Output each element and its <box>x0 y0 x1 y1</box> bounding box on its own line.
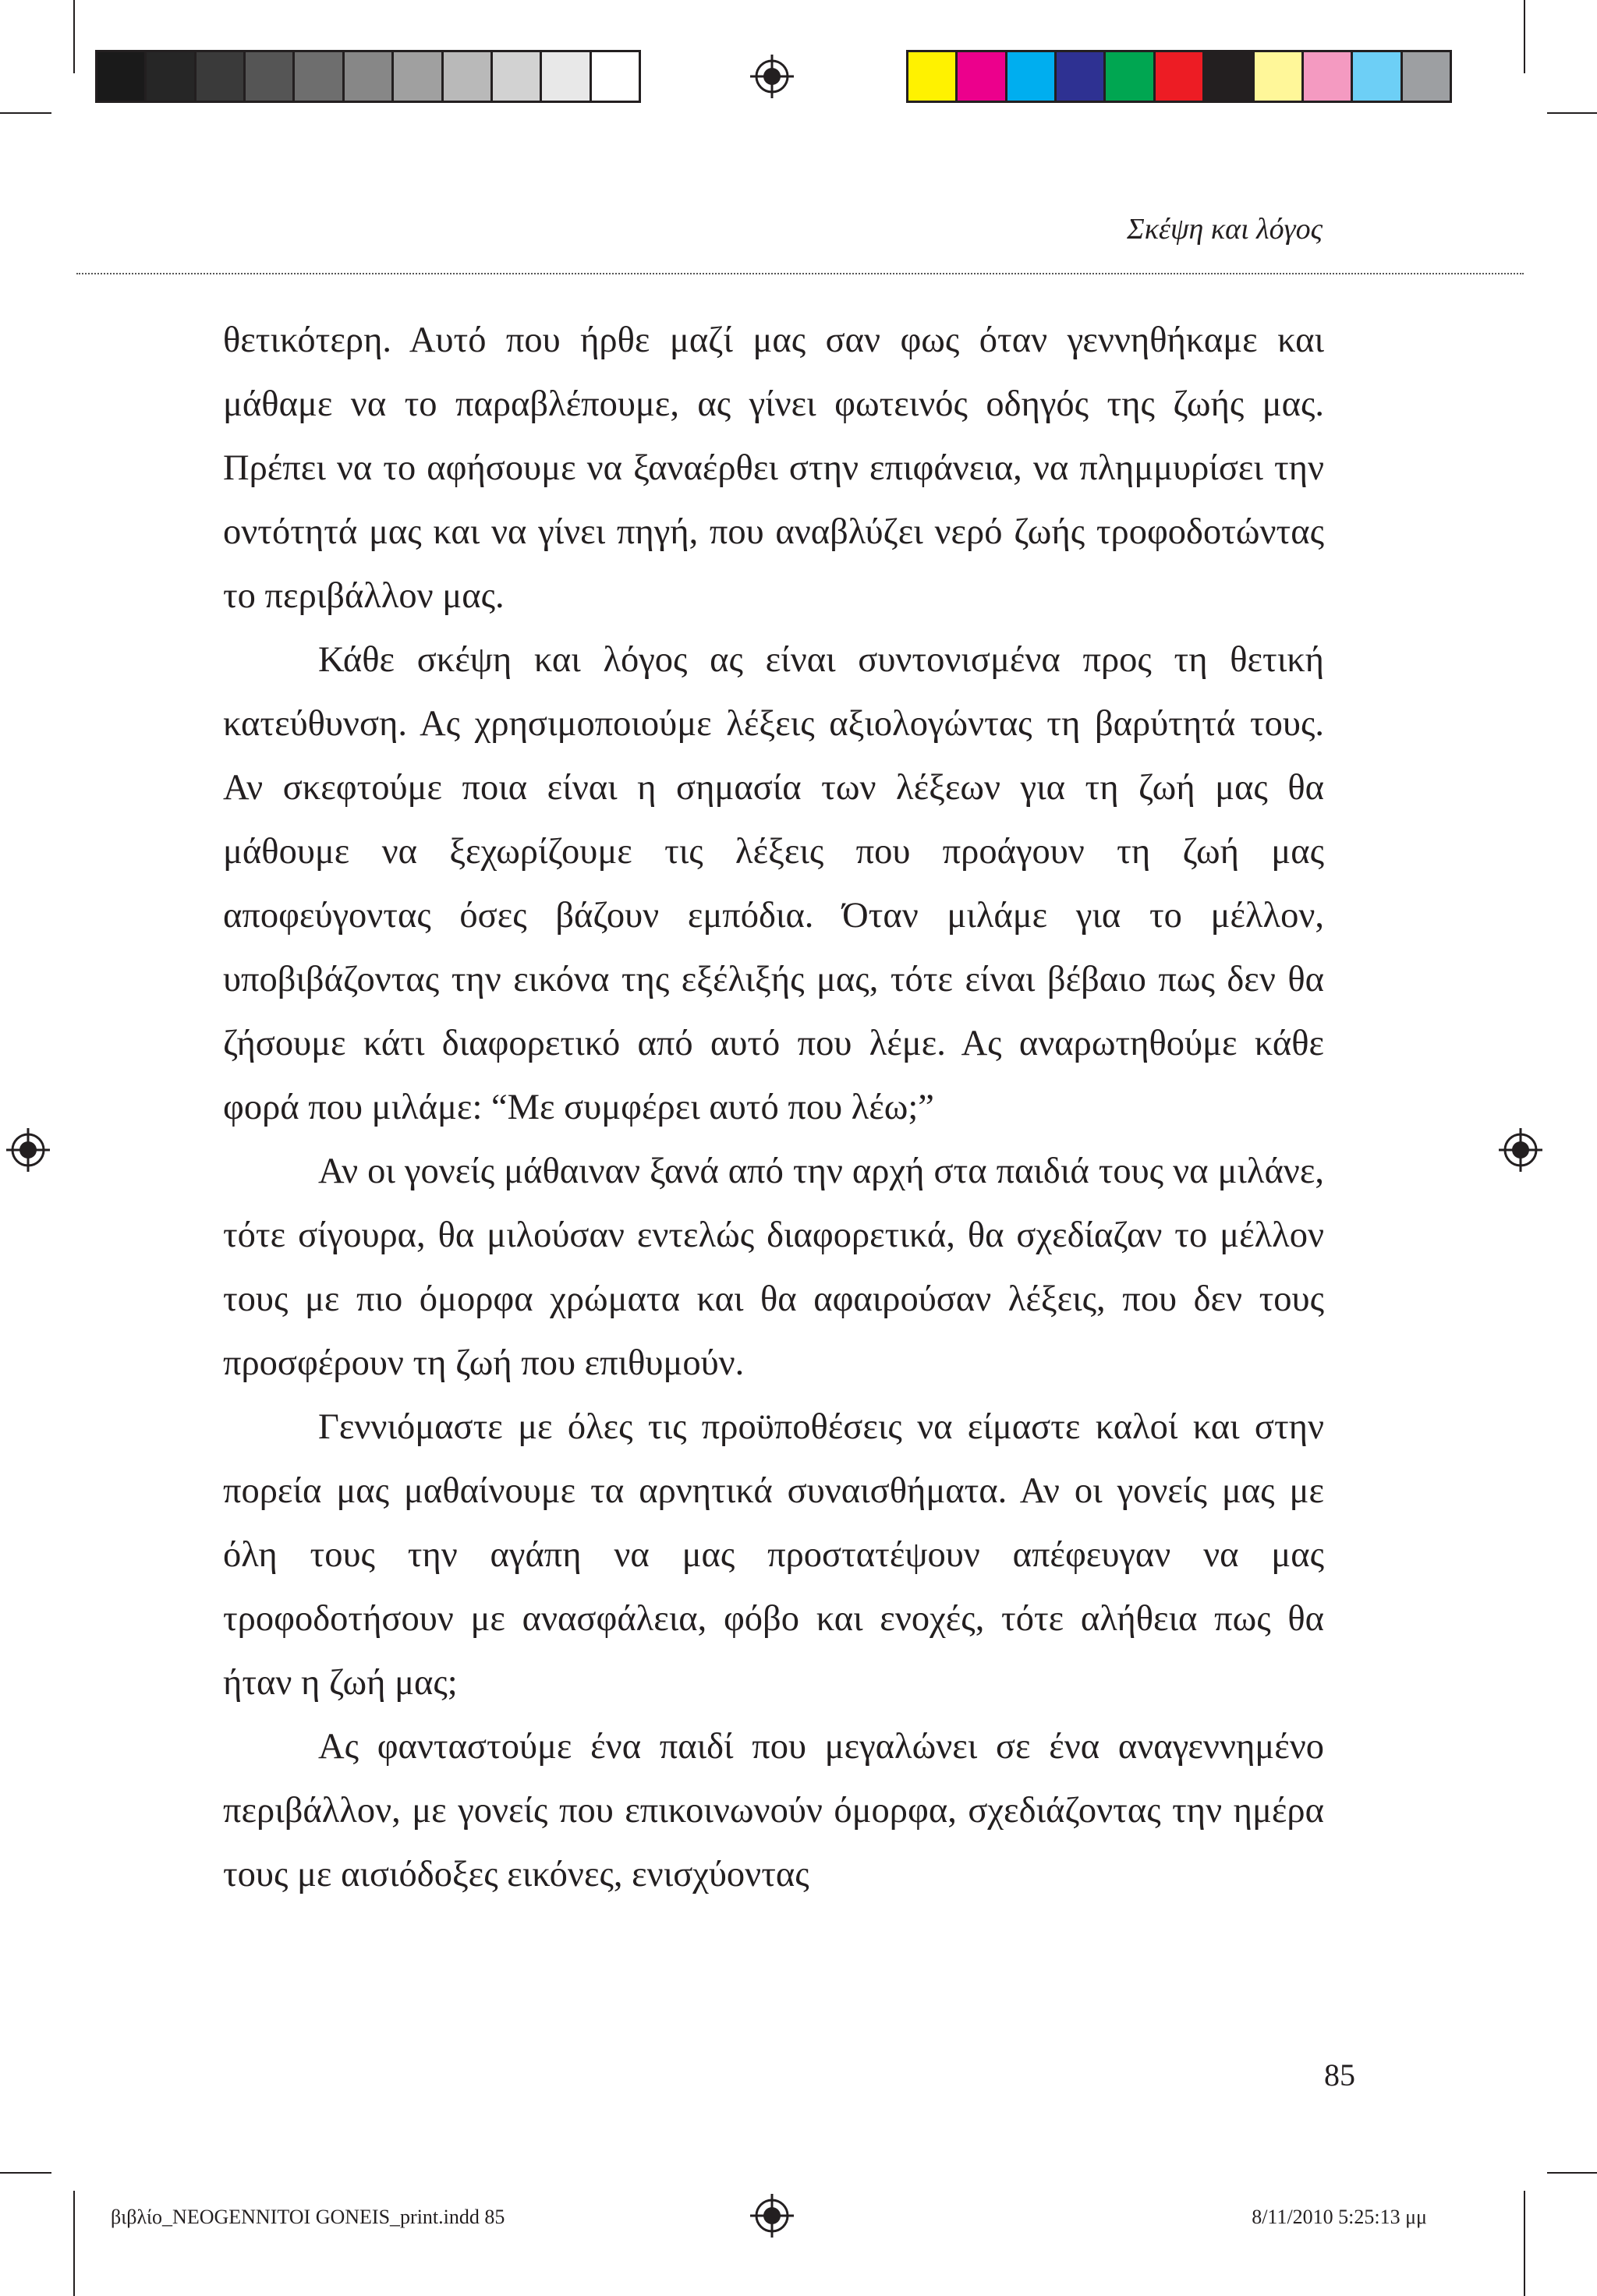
color-swatch <box>394 52 443 101</box>
color-swatch <box>1106 52 1155 101</box>
color-swatch <box>197 52 246 101</box>
crop-mark-bottom-right-v <box>1524 2191 1525 2296</box>
slug-filename: βιβλίο_NEOGENNITOI GONEIS_print.indd 85 <box>111 2206 505 2228</box>
color-swatch <box>592 52 639 101</box>
color-swatch <box>246 52 295 101</box>
crop-mark-top-right-h <box>1547 112 1597 114</box>
crop-mark-top-right-v <box>1524 0 1525 73</box>
paragraph: Ας φανταστούμε ένα παιδί που μεγαλώνει σε ένα αναγεννημένο περιβάλλον, με γονείς που επικοινωνούν όμορφα, σχεδιάζοντας την ημέρα τους με αισιόδοξες εικόνες, ενισχύοντας <box>223 1727 1324 1894</box>
color-swatch <box>295 52 344 101</box>
crop-mark-bottom-left-h <box>0 2172 51 2174</box>
color-swatch <box>1205 52 1254 101</box>
color-swatch <box>1156 52 1205 101</box>
color-swatch <box>345 52 394 101</box>
slug-timestamp: 8/11/2010 5:25:13 μμ <box>1252 2206 1427 2228</box>
paragraph: Γεννιόμαστε με όλες τις προϋποθέσεις να είμαστε καλοί και στην πορεία μας μαθαίνουμε τα αρνητικά συναισθήματα. Αν οι γονείς μας με όλη τους την αγάπη να μας προστατέψουν απέφευγαν να μας τροφοδοτήσουν με ανασφάλεια, φόβο και ενοχές, τότε αλήθεια πως θα ήταν η ζωή μας; <box>223 1407 1324 1703</box>
registration-mark-icon <box>6 1128 50 1172</box>
paragraph: Κάθε σκέψη και λόγος ας είναι συντονισμένα προς τη θετική κατεύθυνση. Ας χρησιμοποιούμε λέξεις αξιολογώντας τη βαρύτητά τους. Αν σκεφτούμε ποια είναι η σημασία των λέξεων για τη ζωή μας θα μάθουμε να ξεχωρίζουμε τις λέξεις που προάγουν τη ζωή μας αποφεύγοντας όσες βάζουν εμπόδια. Όταν μιλάμε για το μέλλον, υποβιβάζοντας την εικόνα της εξέλιξής μας, τότε είναι βέβαιο πως δεν θα ζήσουμε κάτι διαφορετικό από αυτό που λέμε. Ας αναρωτηθούμε κάθε φορά που μιλάμε: “Με συμφέρει αυτό που λέω;” <box>223 640 1324 1127</box>
color-swatch <box>147 52 196 101</box>
registration-mark-icon <box>1499 1128 1542 1172</box>
color-swatch <box>1304 52 1353 101</box>
running-head: Σκέψη και λόγος <box>1127 213 1323 246</box>
crop-mark-top-left-v <box>73 0 75 73</box>
paragraph: Αν οι γονείς μάθαιναν ξανά από την αρχή στα παιδιά τους να μιλάνε, τότε σίγουρα, θα μιλούσαν εντελώς διαφορετικά, θα σχεδίαζαν το μέλλον τους με πιο όμορφα χρώματα και θα αφαιρούσαν λέξεις, που δεν τους προσφέρουν τη ζωή που επιθυμούν. <box>223 1152 1324 1383</box>
color-swatch <box>542 52 591 101</box>
process-color-bar <box>906 50 1452 103</box>
color-swatch <box>493 52 542 101</box>
registration-mark-icon <box>750 2194 794 2238</box>
crop-mark-bottom-right-h <box>1547 2172 1597 2174</box>
paragraph: θετικότερη. Αυτό που ήρθε μαζί μας σαν φως όταν γεννηθήκαμε και μάθαμε να το παραβλέπουμε, ας γίνει φωτεινός οδηγός της ζωής μας. Πρέπει να το αφήσουμε να ξαναέρθει στην επιφάνεια, να πλημμυρίσει την οντότητά μας και να γίνει πηγή, που αναβλύζει νερό ζωής τροφοδοτώντας το περιβάλλον μας. <box>223 320 1324 616</box>
color-swatch <box>444 52 493 101</box>
page-number: 85 <box>1324 2057 1355 2093</box>
grayscale-color-bar <box>95 50 641 103</box>
color-swatch <box>1353 52 1402 101</box>
color-swatch <box>1403 52 1450 101</box>
crop-mark-bottom-left-v <box>73 2191 75 2296</box>
color-swatch <box>908 52 958 101</box>
body-text <box>223 309 1324 1907</box>
crop-mark-top-left-h <box>0 112 51 114</box>
color-swatch <box>1255 52 1304 101</box>
color-swatch <box>1007 52 1057 101</box>
registration-mark-icon <box>750 55 794 98</box>
color-swatch <box>97 52 147 101</box>
color-swatch <box>958 52 1007 101</box>
header-divider <box>76 273 1524 274</box>
color-swatch <box>1057 52 1106 101</box>
